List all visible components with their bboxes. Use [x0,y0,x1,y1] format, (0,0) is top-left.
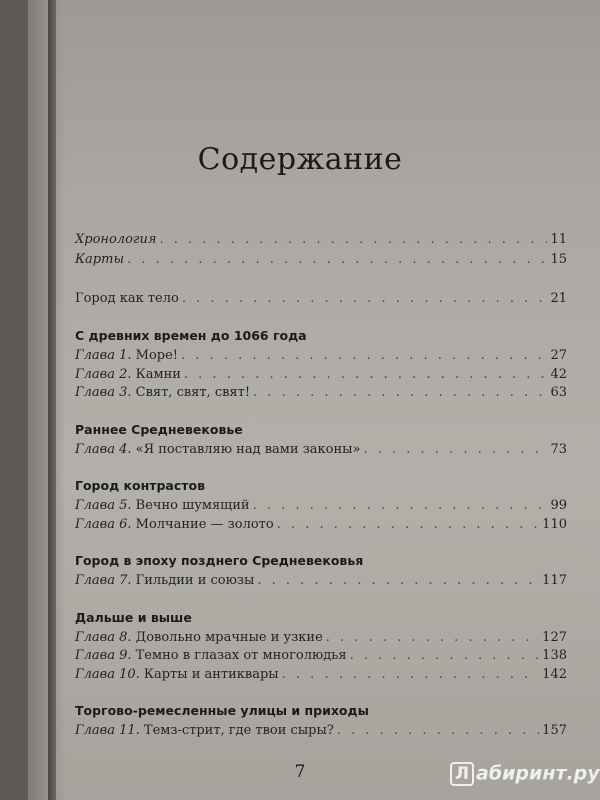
toc-entry-intro [75,289,567,309]
chapter-prefix: Глава 9. [75,648,132,663]
toc-section [75,328,567,403]
toc-entry-maps [75,250,567,270]
chapter-prefix: Глава 8. [75,629,132,645]
section-heading: Дальше и выше [75,609,192,625]
toc-page-number: 110 [542,516,567,532]
toc-chapter-entry [75,629,567,648]
dot-leader [182,289,548,309]
chapter-prefix: Глава 6. [75,516,132,532]
toc-chapter-entry [75,666,567,685]
toc-entry-label: Карты [75,252,125,267]
toc-chapter-entry [75,366,567,385]
dot-leader [277,516,539,535]
toc-section [75,703,567,741]
chapter-prefix: Глава 5. [75,498,132,513]
toc-sections [75,328,567,741]
dot-leader [127,250,547,270]
watermark-text: абиринт.ру [476,762,600,785]
toc-section [75,610,567,685]
toc-chapter-entry [75,572,567,591]
chapter-title: Гильдии и союзы [135,573,255,588]
chapter-title: Свят, свят, свят! [135,385,251,400]
front-matter-group [75,230,567,270]
chapter-title: Камни [135,366,181,382]
chapter-title: Темно в глазах от многолюдья [135,648,347,663]
toc-page-number: 117 [542,573,567,588]
chapter-title: «Я поставляю над вами законы» [135,441,361,457]
chapter-prefix: Глава 7. [75,573,132,588]
section-heading: Город в эпоху позднего Средневековья [75,553,364,568]
chapter-prefix: Глава 10. [75,666,140,682]
intro-group [75,289,567,309]
dot-leader [350,647,540,666]
toc-page-number: 11 [550,232,567,247]
chapter-title: Вечно шумящий [135,498,250,513]
watermark-logo-icon: Л [450,762,474,786]
chapter-prefix: Глава 2. [75,366,132,382]
chapter-title: Молчание — золото [135,516,274,532]
toc-chapter-entry [75,347,567,366]
toc-chapter-entry [75,647,567,666]
toc-page-number: 27 [550,348,567,363]
toc-page-number: 15 [550,252,567,267]
dot-leader [326,629,539,648]
dot-leader [253,384,547,403]
toc-chapter-entry [75,497,567,516]
chapter-title: Довольно мрачные и узкие [135,629,323,645]
dot-leader [181,347,547,366]
toc-section [75,478,567,534]
chapter-prefix: Глава 4. [75,441,132,457]
toc-chapter-entry [75,722,567,741]
chapter-title: Темз-стрит, где твои сыры? [143,723,334,738]
page-title: Содержание [197,142,403,177]
toc-entry-label: Город как тело [75,291,179,306]
toc-chapter-entry [75,516,567,535]
toc-chapter-entry [75,384,567,403]
toc-entry-label: Хронология [75,232,157,247]
page-number: 7 [294,762,306,782]
chapter-prefix: Глава 1. [75,348,132,363]
book-edge [48,0,56,800]
dot-leader [257,572,539,591]
toc-chapter-entry [75,441,567,460]
toc-page-number: 21 [550,291,567,306]
watermark [450,762,600,786]
chapter-title: Море! [135,348,179,363]
toc-page-number: 73 [550,441,567,457]
toc-page-number: 127 [542,629,567,645]
toc-page-number: 142 [542,666,567,682]
dot-leader [184,366,548,385]
chapter-title: Карты и антиквары [143,666,279,682]
chapter-prefix: Глава 11. [75,723,140,738]
toc-section [75,422,567,460]
toc-page-number: 138 [542,648,567,663]
section-heading: Город контрастов [75,478,206,493]
section-heading: Раннее Средневековье [75,421,243,437]
section-heading: Торгово-ремесленные улицы и приходы [75,703,369,718]
toc-page-number: 63 [550,385,567,400]
section-heading: С древних времен до 1066 года [75,328,307,343]
chapter-prefix: Глава 3. [75,385,132,400]
book-spine-shadow [28,0,66,800]
toc-page-number: 42 [550,366,567,382]
toc-entry-chronology [75,230,567,250]
dot-leader [337,722,539,741]
toc-page-number: 99 [550,498,567,513]
dot-leader [159,230,547,250]
toc-section [75,553,567,591]
table-of-contents [75,230,567,760]
dot-leader [363,441,547,460]
toc-page-number: 157 [542,723,567,738]
dot-leader [282,666,540,685]
dot-leader [253,497,548,516]
